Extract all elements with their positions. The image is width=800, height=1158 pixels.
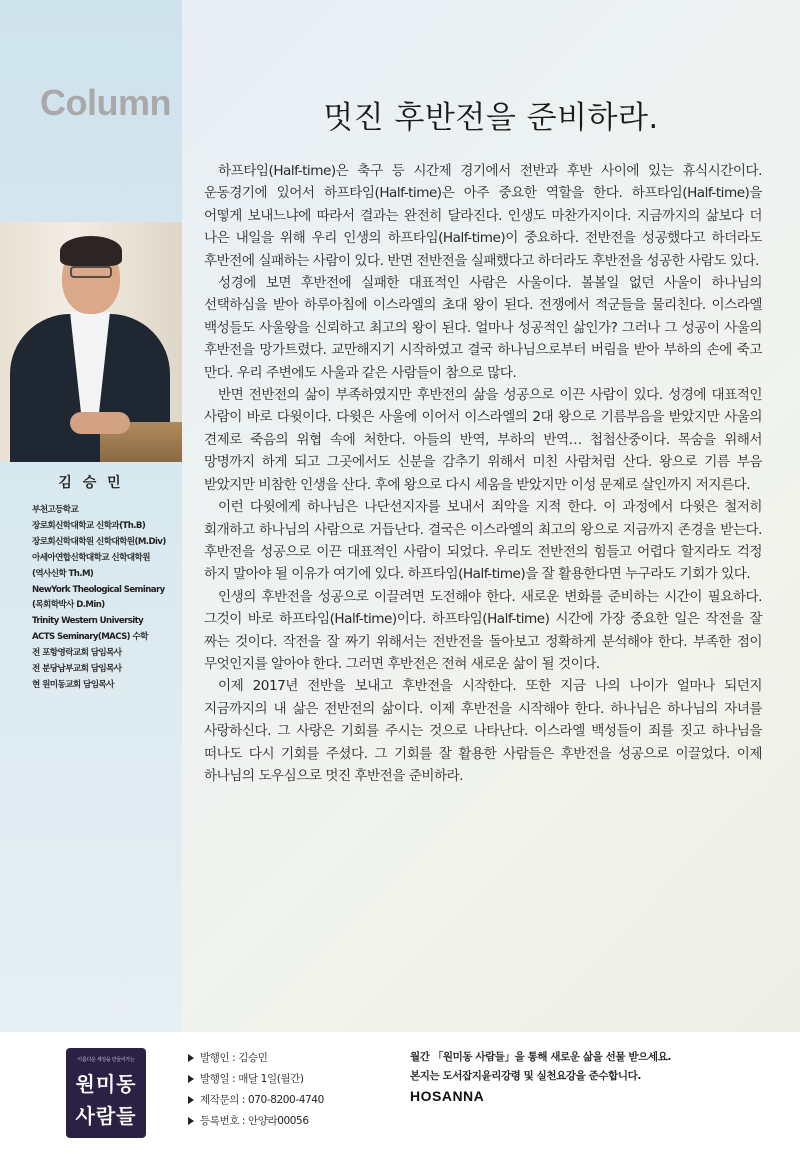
- career-item: 아세아연합신학대학교 신학대학원: [32, 552, 150, 563]
- footer: [0, 1032, 800, 1158]
- career-item: 전 포항영락교회 담임목사: [32, 648, 122, 659]
- logo-line-1: 원미동: [75, 1072, 137, 1096]
- triangle-bullet-icon: [188, 1054, 194, 1062]
- publication-info-item: 제작문의 : 070-8200-4740: [188, 1090, 324, 1111]
- publication-info-item: 발행일 : 매달 1일(월간): [188, 1069, 324, 1090]
- triangle-bullet-icon: [188, 1096, 194, 1104]
- author-career-list: [32, 503, 180, 694]
- publication-notice: [410, 1048, 671, 1086]
- career-item: 장로회신학대학원 신학대학원(M.Div): [32, 536, 166, 547]
- article-paragraph: 이제 2017년 전반을 보내고 후반전을 시작한다. 또한 지금 나의 나이가 얼마나 되던지 지금까지의 내 삶은 전반전의 삶이다. 이제 후반전을 시작해야 한다. 하나님은 하나님의 자녀를 사랑하신다. 그 사랑은 기회를 주시는 것으로 나타난다. 이스라엘 백성들이 죄를 짓고 하나님을 떠나도 다시 기회를 주셨다. 그 기회를 잘 활용한 사람들은 후반전을 성공으로 이끌었다. 이제 하나님의 도우심으로 멋진 후반전을 준비하라.: [204, 678, 762, 784]
- article-paragraph: 이런 다윗에게 하나님은 나단선지자를 보내서 죄악을 지적 한다. 이 과정에서 다윗은 철저히 회개하고 하나님의 사람으로 거듭난다. 결국은 이스라엘의 최고의 왕으로 지금까지 존경을 받는다. 후반전을 성공으로 이끈 대표적인 사람이 되었다. 우리도 전반전의 힘들고 어렵다 할지라도 걱정 하지 말아야 될 이유가 여기에 있다. 하프타임(Half-time)을 잘 활용한다면 누구라도 기회가 있다.: [204, 499, 762, 583]
- column-label: Column: [40, 82, 171, 123]
- career-item: Trinity Western University: [32, 616, 144, 627]
- author-photo: [0, 222, 182, 462]
- article-paragraph: 인생의 후반전을 성공으로 이끌려면 도전해야 한다. 새로운 변화를 준비하는 시간이 필요하다. 그것이 바로 하프타임(Half-time)이다. 하프타임(Half-time) 시간에 가장 중요한 일은 작전을 잘 짜는 것이다. 작전을 잘 짜기 위해서는 전반전을 돌아보고 정확하게 분석해야 한다. 부족한 점이 무엇인지를 알아야 한다. 그러면 후반전은 전혀 새로운 삶이 될 것이다.: [204, 588, 762, 672]
- career-item: ACTS Seminary(MACS) 수학: [32, 632, 148, 643]
- article-paragraph: 하프타임(Half-time)은 축구 등 시간제 경기에서 전반과 후반 사이에 있는 휴식시간이다. 운동경기에 있어서 하프타임(Half-time)은 아주 중요한 역할을 한다. 하프타임(Half-time)을 어떻게 보내느냐에 따라서 결과는 완전히 달라진다. 인생도 마찬가지이다. 지금까지의 삶보다 더 나은 내일을 위해 우리 인생의 하프타임(Half-time)이 중요하다. 전반전을 성공했다고 하더라도 후반전에 실패하는 사람이 있다. 반면 전반전을 실패했다고 하더라도 후반전을 성공한 사람도 있다.: [204, 163, 762, 269]
- career-item: (목회학박사 D.Min): [32, 600, 105, 611]
- career-item: 현 원미동교회 담임목사: [32, 679, 114, 690]
- career-item: NewYork Theological Seminary: [32, 584, 165, 595]
- logo-tagline: 아름다운 세상을 만들어가는: [77, 1057, 135, 1063]
- publisher-brand: HOSANNA: [410, 1088, 485, 1104]
- article-paragraph: 반면 전반전의 삶이 부족하였지만 후반전의 삶을 성공으로 이끈 사람이 있다. 성경에 대표적인 사람이 바로 다윗이다. 다윗은 사울에 이어서 이스라엘의 2대 왕으로 기름부음을 받았지만 사울의 견제로 죽음의 위협 속에 처한다. 아들의 반역, 부하의 반역… 첩첩산중이다. 목숨을 위해서 망명까지 하게 되고 그곳에서도 신분을 감추기 위해서 미친 사람처럼 산다. 왕으로 기름 부음 받았지만 비참한 인생을 산다. 후에 왕으로 다시 세움을 받았지만 이성 문제로 살인까지 저지른다.: [204, 387, 762, 493]
- magazine-logo: [66, 1048, 146, 1138]
- sidebar: [0, 0, 182, 1032]
- career-item: (역사신학 Th.M): [32, 568, 94, 579]
- career-item: 장로회신학대학교 신학과(Th.B): [32, 520, 146, 531]
- notice-line: 본지는 도서잡지윤리강령 및 실천요강을 준수합니다.: [410, 1070, 641, 1082]
- notice-line: 월간 「원미동 사람들」을 통해 새로운 삶을 선물 받으세요.: [410, 1051, 671, 1063]
- triangle-bullet-icon: [188, 1075, 194, 1083]
- logo-line-2: 사람들: [75, 1104, 137, 1128]
- triangle-bullet-icon: [188, 1117, 194, 1125]
- article-paragraph: 성경에 보면 후반전에 실패한 대표적인 사람은 사울이다. 볼볼일 없던 사울이 하나님의 선택하심을 받아 하루아침에 이스라엘의 초대 왕이 된다. 전쟁에서 적군들을 물리친다. 이스라엘 백성들도 사울왕을 신뢰하고 최고의 왕이 된다. 얼마나 성공적인 삶인가? 그러나 그 성공이 사울의 후반전을 망가트렸다. 교만해지기 시작하였고 결국 하나님으로부터 버림을 받아 부하의 손에 죽고 만다. 우리 주변에도 사울과 같은 사람들이 참으로 많다.: [204, 275, 762, 381]
- career-item: 전 분당남부교회 담임목사: [32, 664, 122, 675]
- article-title: 멋진 후반전을 준비하라.: [323, 100, 659, 136]
- author-name: 김 승 민: [58, 475, 124, 491]
- article: [182, 0, 800, 1032]
- career-item: 부천고등학교: [32, 505, 79, 515]
- publication-info: [188, 1048, 324, 1132]
- publication-info-item: 발행인 : 김승민: [188, 1048, 324, 1069]
- article-body: [204, 160, 762, 787]
- publication-info-item: 등록번호 : 안양라00056: [188, 1111, 324, 1132]
